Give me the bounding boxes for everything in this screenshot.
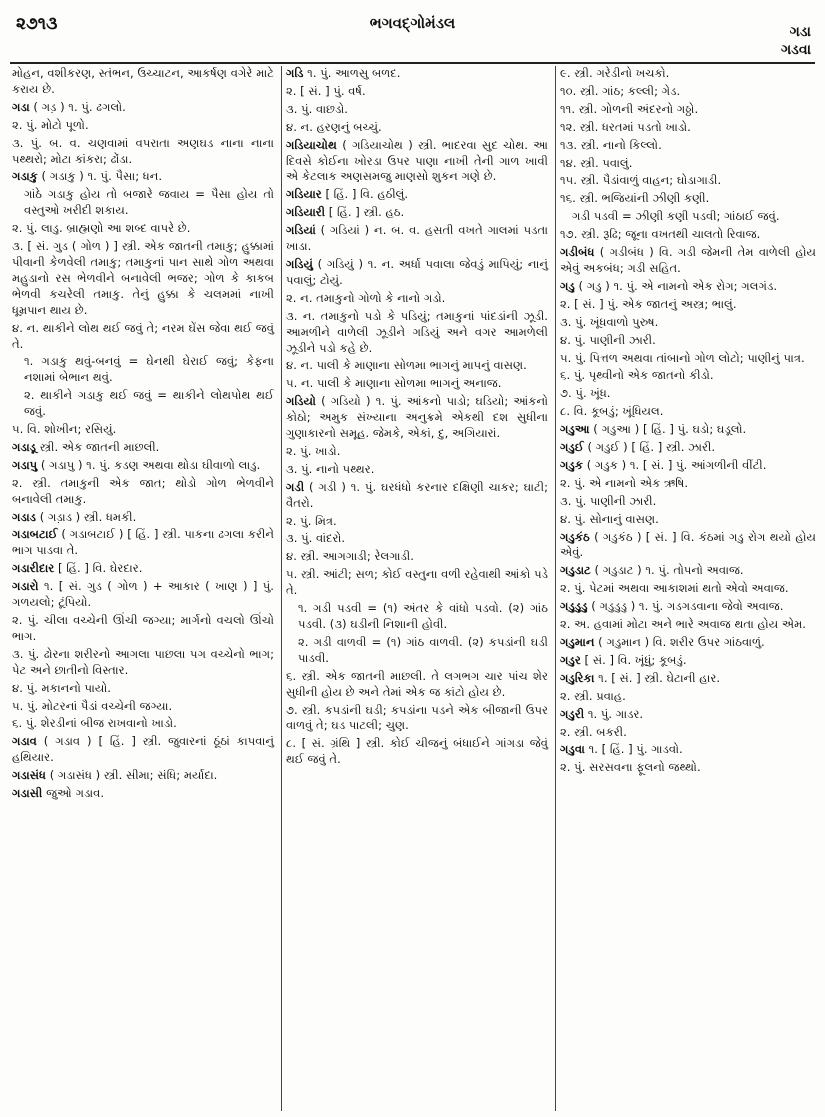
- sense-line: [12, 476, 274, 508]
- definition-text: ૭. સ્ત્રી. કપડાંની ઘડી; કપડાંના પડને એક બીજાની ઉપર વાળવું તે; ઘડ પાટલી; ચુણ.: [286, 702, 548, 733]
- headword: ગડીબંધ: [560, 245, 595, 260]
- headword: ગડુરિકા: [560, 670, 595, 685]
- dictionary-entry: [12, 440, 274, 456]
- definition-text: ( ગડુક ) ૧. [ સં. ] પું. આંગળીની વીંટી.: [583, 457, 767, 472]
- sense-line: [12, 118, 274, 134]
- definition-text: [ હિં. ] સ્ત્રી. હઠ.: [325, 205, 405, 220]
- definition-text: ( ગડુ ) ૧. પું. એ નામનો એક રોગ; ગલગંડ.: [574, 278, 777, 293]
- dictionary-entry: [560, 279, 816, 295]
- definition-text: ૮. [ સં. ગ્રંથિ ] સ્ત્રી. કોઈ ચીજનું બંધાઈને ગાંગડા જેવું થઈ જવું તે.: [286, 736, 548, 767]
- definition-text: ૧૬. સ્ત્રી. ભજિયાંની ઝીણી કણી.: [560, 191, 710, 206]
- definition-text: ૧૪. સ્ત્રી. પવાલું.: [560, 155, 633, 170]
- dictionary-entry: [560, 742, 816, 758]
- sense-line: [560, 689, 816, 705]
- definition-text: ૪. પું. પાણીની ઝારી.: [560, 332, 656, 347]
- dictionary-entry: [286, 394, 548, 442]
- definition-text: ( ગડિયાચોથ ) સ્ત્રી. ભાદરવા સુદ ચોથ. આ દિવસે કોઈના ખોરડા ઉપર પાણા નાખી તેની ગાળ ખાવી એ કેટલાક અણસમજુ માણસો શુકન ગણે છે.: [286, 137, 548, 184]
- definition-text: ૭. પું. ખૂંધ.: [560, 386, 611, 401]
- sense-line: [286, 291, 548, 307]
- usage-example: [572, 209, 816, 225]
- sense-line: [560, 386, 816, 402]
- headword: ગડુર: [560, 652, 581, 667]
- dictionary-entry: [12, 527, 274, 559]
- sense-line: [560, 120, 816, 136]
- headword: ગડાસંધ: [12, 768, 47, 783]
- sense-line: [560, 368, 816, 384]
- definition-text: ( ગડ઼ ) ૧. પું. ઢગલો.: [29, 99, 126, 114]
- definition-text: ૫. સ્ત્રી. આંટી; સળ; કોઈ વસ્તુના વળી રહેવાથી આંકો પડે તે.: [286, 567, 548, 598]
- headword: ગડિ: [286, 66, 304, 80]
- sense-line: [560, 617, 816, 633]
- usage-example: [24, 354, 274, 386]
- sense-line: [560, 333, 816, 349]
- sense-line: [560, 66, 816, 82]
- definition-text: ( ગડાસંધ ) સ્ત્રી. સીમા; સંધિ; મર્યાદા.: [46, 768, 218, 783]
- sense-line: [12, 681, 274, 697]
- definition-text: ૧. [ સં. ગુડ ( ગોળ ) + આકાર ( ખાણ ) ] પું. ગળયલો; ટૂંપિયો.: [12, 579, 274, 610]
- dictionary-entry: [560, 707, 816, 723]
- definition-text: ૫. પું. મોટરનાં પૈડાં વચ્ચેની જગ્યા.: [12, 698, 173, 713]
- definition-text: ( ગડાપુ ) ૧. પું. કડણ અથવા થોડા ઘીવાળો લાડુ.: [37, 457, 261, 472]
- definition-text: ૩. પું. પાણીની ઝારી.: [560, 493, 657, 508]
- definition-text: ( ગડિયો ) ૧. પું. આંકનો પાડો; ઘડિયો; આંકનો કોઠો; અમુક સંખ્યાના અનુક્રમે એકથી દશ સુધીના ગુણાકારનો સમૂહ. જેમકે, એકાં, દુ, અગિયારાં.: [286, 394, 548, 441]
- definition-text: ( ગડુડાટ ) ૧. પું. તોપનો અવાજ.: [590, 563, 744, 578]
- sense-line: [286, 531, 548, 547]
- guide-word-last: ગડવા: [780, 42, 811, 58]
- sense-line: [560, 725, 816, 741]
- definition-text: [ હિં. ] વિ. હઠીલું.: [321, 187, 409, 202]
- dictionary-entry: [560, 599, 816, 615]
- definition-text: ( ગડીબંધ ) વિ. ગડી જેમની તેમ વાળેલી હોય એવું અકબંધ; ગડી સહિત.: [560, 245, 816, 275]
- definition-text: ૧. ગડી પડવી = (૧) અંતર કે વાંધો પડવો. (૨) ગાંઠ પડવી. (૩) ઘડીની નિશાની હોવી.: [298, 601, 548, 631]
- definition-text: [ હિં. ] વિ. ઘેરદાર.: [54, 561, 143, 576]
- definition-text: સ્ત્રી. એક જાતની માછલી.: [36, 439, 160, 454]
- dictionary-entry: [560, 563, 816, 579]
- sense-line: [286, 444, 548, 460]
- dictionary-entry: [12, 66, 274, 98]
- definition-text: ૨. સ્ત્રી. તમાકુની એક જાત; થોડો ગોળ ભેળવીને બનાવેલી તમાકુ.: [12, 475, 274, 506]
- sense-line: [286, 84, 548, 100]
- headword: ગડિયાચોથ: [286, 137, 337, 152]
- dictionary-entry: [560, 422, 816, 438]
- sense-line: [560, 315, 816, 331]
- headword: ગડિયાર: [286, 187, 322, 202]
- dictionary-entry: [560, 530, 816, 562]
- sense-line: [560, 297, 816, 313]
- definition-text: ૨. સ્ત્રી. બકરી.: [560, 724, 627, 739]
- sense-line: [286, 462, 548, 478]
- definition-text: ૪. પું. મકાનનો પાયો.: [12, 680, 111, 695]
- definition-text: ૮. વિ. કૂબડું; ખૂંધિયલ.: [560, 404, 664, 419]
- definition-text: ૧. [ હિં. ] પું. ગાડવો.: [584, 742, 683, 757]
- dictionary-entry: [12, 579, 274, 611]
- sense-line: [286, 549, 548, 565]
- headword: ગડુઆ: [560, 422, 590, 437]
- definition-text: ૨. ન. તમાકુનો ગોળો કે નાનો ગડો.: [286, 290, 446, 305]
- sense-line: [560, 173, 816, 189]
- definition-text: ૨. [ સં. ] પું. વર્ષ.: [286, 83, 366, 98]
- sense-line: [560, 404, 816, 420]
- headword: ગડુવા: [560, 742, 585, 757]
- definition-text: ૫. ન. પાલી કે માણાના સોળમા ભાગનું અનાજ.: [286, 376, 502, 391]
- usage-example: [298, 601, 548, 633]
- dictionary-entry: [12, 169, 274, 185]
- definition-text: ( ગડુઆ ) [ હિં. ] પું. ઘડો; ઘડૂલો.: [589, 422, 747, 437]
- definition-text: ૨. પું. મિત્ર.: [286, 513, 337, 528]
- definition-text: ૨. [ સં. ] પું. એક જાતનું અસ્ત્ર; ભાલું.: [560, 296, 737, 311]
- column-1: [12, 66, 278, 1111]
- headword: ગડુડાટ: [560, 563, 591, 578]
- column-divider: [555, 66, 556, 1111]
- dictionary-entry: [12, 786, 274, 802]
- dictionary-entry: [12, 561, 274, 577]
- dictionary-entry: [560, 653, 816, 669]
- definition-text: ૧. પું. ગાડર.: [584, 706, 644, 721]
- running-title: ભગવદ્ગોમંડલ: [369, 14, 456, 32]
- definition-text: ૨. અ. હવામાં મોટા અને ભારે અવાજ થતા હોય એમ.: [560, 617, 806, 632]
- definition-text: ૨. પું. પેટમાં અથવા આકાશમાં થતો એવો અવાજ.: [560, 581, 789, 596]
- definition-text: ( ગડુકંઠ ) [ સં. ] વિ. કંઠમાં ગડુ રોગ થયો હોય એવું.: [560, 529, 816, 560]
- dictionary-entry: [286, 66, 548, 82]
- usage-example: [24, 388, 274, 420]
- sense-line: [12, 716, 274, 732]
- definition-text: ૧. પું. આળસુ બળદ.: [303, 66, 401, 80]
- page-header: [10, 4, 815, 62]
- definition-text: ૪. ન. હરણનું બચ્ચું.: [286, 119, 382, 134]
- definition-text: ( ગડી ) ૧. પું. ઘરધંધો કરનાર દક્ષિણી ચાકર; ઘાટી; વૈતરો.: [286, 479, 548, 510]
- definition-text: ૨. પું. મોટો પૂળો.: [12, 117, 89, 132]
- header-rule: [10, 62, 815, 64]
- definition-text: ( ગડાકુ ) ૧. પું. પૈસા; ધન.: [37, 169, 163, 184]
- sense-line: [286, 567, 548, 599]
- sense-line: [12, 422, 274, 438]
- guide-word-first: ગડા: [789, 24, 811, 40]
- dictionary-entry: [560, 458, 816, 474]
- sense-line: [12, 321, 274, 353]
- headword: ગડા: [12, 99, 30, 114]
- sense-line: [286, 736, 548, 768]
- definition-text: ૨. થાકીને ગડાકુ થઈ જવું = થાકીને લોથપોથ થઈ જવું.: [24, 388, 274, 419]
- dictionary-entry: [12, 458, 274, 474]
- sense-line: [286, 358, 548, 374]
- headword: ગડાડ: [12, 509, 37, 524]
- definition-text: ૪. ન. થાકીને લોથ થઈ જવું તે; નરમ ઘેંસ જેવા થઈ જવું તે.: [12, 320, 274, 351]
- definition-text: ૬. પું. પૃથ્વીનો એક જાતનો કીડો.: [560, 368, 714, 383]
- sense-line: [560, 512, 816, 528]
- dictionary-entry: [12, 510, 274, 526]
- definition-text: ૪. સ્ત્રી. આગગાડી; રેલગાડી.: [286, 549, 414, 564]
- headword: ગડારો: [12, 579, 39, 594]
- dictionary-entry: [286, 257, 548, 289]
- definition-text: ૧. ગડાકુ થવું-બનવું = ઘેનથી ઘેરાઈ જવું; કેફના નશામાં બેભાન થવું.: [24, 354, 274, 385]
- definition-text: ૩. પું. વાંદરો.: [286, 531, 346, 546]
- sense-line: [286, 514, 548, 530]
- definition-text: ૪. પું. સોનાનું વાસણ.: [560, 511, 659, 526]
- sense-line: [560, 760, 816, 776]
- definition-text: ૨. પું. ખાડો.: [286, 443, 341, 458]
- definition-text: ૯. સ્ત્રી. ગરેડીનો ખચકો.: [560, 66, 670, 80]
- headword: ગડિયું: [286, 256, 313, 271]
- definition-text: ( ગડુડુડુ ) ૧. પું. ગડગડવાના જેવો અવાજ.: [587, 599, 784, 614]
- headword: ગડાબટાઈ: [12, 527, 58, 542]
- dictionary-entry: [12, 768, 274, 784]
- page-number: ૨૭૧૩: [16, 14, 58, 34]
- headword: ગડુમાન: [560, 635, 595, 649]
- headword: ગડિયાં: [286, 223, 316, 238]
- definition-text: ૩. [ સં. ગુડ ( ગોળ ) ] સ્ત્રી. એક જાતની તમાકુ; હુક્કામાં પીવાની કેળવેલી તમાકુ; તમાકુનાં પાન સાથે ગોળ અથવા મહુડાનો રસ ભેળવીને બનાવેલી ભજર; ગોળ કે કાકબ ભેળવી કચરેલી તમાકુ. તેનું હુક્કા કે ચલમમાં નાખી ધૂમ્રપાન થાય છે.: [12, 239, 274, 317]
- definition-text: ૧૭. સ્ત્રી. રૂઢિ; જૂના વખતથી ચાલતો રિવાજ.: [560, 227, 761, 242]
- headword: ગડુક: [560, 457, 584, 472]
- definition-text: ( ગડાવ ) [ હિં. ] સ્ત્રી. જુવારનાં ઠૂંઠાં કાપવાનું હથિયાર.: [12, 734, 274, 765]
- headword: ગડુઈ: [560, 440, 584, 455]
- definition-text: ૨. ગડી વાળવી = (૧) ગાંઠ વાળવી. (૨) કપડાંની ઘડી પાડવી.: [298, 634, 548, 665]
- definition-text: [ સં. ] વિ. ખૂંધું; કૂબડું.: [580, 652, 687, 667]
- sense-line: [560, 351, 816, 367]
- sense-line: [560, 102, 816, 118]
- definition-text: ( ગડ઼ાડ ) સ્ત્રી. ધમકી.: [36, 509, 137, 524]
- sense-line: [560, 84, 816, 100]
- usage-example: [24, 187, 274, 219]
- sense-line: [12, 136, 274, 168]
- headword: ગડુકંઠ: [560, 529, 590, 544]
- sense-line: [12, 221, 274, 237]
- headword: ગડાવ: [12, 734, 37, 749]
- definition-text: ૫. વિ. શોખીન; રસિયું.: [12, 422, 117, 437]
- sense-line: [560, 191, 816, 207]
- usage-example: [298, 635, 548, 667]
- headword: ગડાકુ: [12, 169, 38, 184]
- definition-text: ૩. પું. નાનો પથ્થર.: [286, 461, 375, 476]
- dictionary-entry: [286, 205, 548, 221]
- headword: ગડુડુડુ: [560, 599, 588, 614]
- definition-text: ૧૦. સ્ત્રી. ગાંઠ; કલ્લી; ગેડ.: [560, 83, 681, 98]
- definition-text: ૨. પું. એ નામનો એક ઋષિ.: [560, 475, 689, 490]
- definition-text: મોહન, વશીકરણ, સ્તંભન, ઉચ્ચાટન, આકર્ષણ વગેરે માટે કરાય છે.: [12, 66, 274, 96]
- headword: ગડાપુ: [12, 457, 38, 472]
- definition-text: ૨. પું. ચીલા વચ્ચેની ઊંચી જગ્યા; માર્ગનો વચલો ઊંચો ભાગ.: [12, 613, 274, 643]
- sense-line: [560, 227, 816, 243]
- headword: ગડારીદાર: [12, 561, 55, 576]
- sense-line: [286, 703, 548, 735]
- definition-text: ( ગડુમાન ) વિ. શરીર ઉપર ગાંઠવાળું.: [594, 635, 765, 649]
- headword: ગડિયો: [286, 394, 316, 409]
- definition-text: ૧૨. સ્ત્રી. ધરતમાં પડતો ખાડો.: [560, 119, 691, 134]
- definition-text: ૬. પું. શેરડીનાં બીજ રાખવાનો ખાડો.: [12, 716, 177, 731]
- column-divider: [281, 66, 282, 1111]
- column-2: [286, 66, 552, 1111]
- definition-text: ૨. પું. લાડુ. બ્રાહ્મણો આ શબ્દ વાપરે છે.: [12, 221, 191, 236]
- sense-line: [560, 476, 816, 492]
- headword: ગડાસી: [12, 786, 43, 801]
- definition-text: ગડી પડવી = ઝીણી કણી પડવી; ગાંઠાઈ જવું.: [572, 209, 780, 224]
- headword: ગડાડૂ: [12, 439, 37, 454]
- headword: ગડિયારી: [286, 205, 326, 220]
- dictionary-entry: [560, 440, 816, 456]
- definition-text: ૨. પું. સરસવના ફૂલનો જથ્થો.: [560, 760, 701, 775]
- dictionary-entry: [286, 187, 548, 203]
- sense-line: [560, 156, 816, 172]
- dictionary-entry: [560, 671, 816, 687]
- sense-line: [12, 239, 274, 319]
- definition-text: ૧૩. સ્ત્રી. નાનો કિલ્લો.: [560, 137, 662, 152]
- definition-text: જુઓ ગડાવ.: [42, 786, 105, 801]
- definition-text: ( ગડુઈ ) [ હિં. ] સ્ત્રી. ઝારી.: [583, 440, 716, 455]
- definition-text: ગાંઠે ગડાકુ હોય તો બજારે જવાય = પૈસા હોય તો વસ્તુઓ ખરીદી શકાય.: [24, 187, 274, 218]
- headword: ગડી: [286, 479, 305, 494]
- headword: ગડુ: [560, 278, 575, 293]
- dictionary-entry: [286, 138, 548, 186]
- sense-line: [560, 138, 816, 154]
- definition-text: ૫. પું. પિત્તળ અથવા તાંબાનો ગોળ લોટો; પાણીનું પાત્ર.: [560, 350, 805, 365]
- column-3: [560, 66, 816, 1111]
- sense-line: [12, 699, 274, 715]
- definition-text: ૩. ન. તમાકુનો પડો કે પડિયું; તમાકુનાં પાંદડાંની ઝૂડી. આમળીને વાળેલી ઝૂડીને ગડિયું અને વગર આમળેલી ઝૂડીને પડો કહે છે.: [286, 308, 548, 355]
- definition-text: ( ગડિયાં ) ન. બ. વ. હસતી વખતે ગાલમાં પડતા ખાડા.: [286, 223, 548, 254]
- sense-line: [286, 309, 548, 357]
- definition-text: ૩. પું. બ. વ. ચણવામાં વપરાતા અણઘડ નાના નાના પથ્થરો; મોટા કાંકરા; ઢોંડા.: [12, 135, 274, 166]
- definition-text: ૪. ન. પાલી કે માણાના સોળમા ભાગનું માપનું વાસણ.: [286, 358, 527, 373]
- definition-text: ૧૫. સ્ત્રી. પૈડાંવાળું વાહન; ઘોડાગાડી.: [560, 173, 722, 188]
- sense-line: [286, 376, 548, 392]
- dictionary-entry: [12, 734, 274, 766]
- sense-line: [286, 102, 548, 118]
- dictionary-entry: [286, 223, 548, 255]
- definition-text: ૧. [ સં. ] સ્ત્રી. ઘેટાની હાર.: [594, 670, 721, 685]
- headword: ગડુરી: [560, 706, 585, 721]
- sense-line: [286, 120, 548, 136]
- definition-text: ૧૧. સ્ત્રી. ગોળની અંદરનો ગઠ્ઠો.: [560, 101, 699, 116]
- sense-line: [560, 581, 816, 597]
- definition-text: ૩. પું. ખૂંધવાળો પુરુષ.: [560, 314, 659, 329]
- dictionary-entry: [12, 100, 274, 116]
- definition-text: ( ગડિયું ) ૧. ન. અર્ધા પવાલા જેવડું માપિયું; નાનું પવાલું; ટોયું.: [286, 256, 548, 287]
- definition-text: ૩. પું. ઢોરના શરીરનો આગલા પાછલા પગ વચ્ચેનો ભાગ; પેટ અને છાતીનો વિસ્તાર.: [12, 646, 274, 677]
- definition-text: ( ગડાબટાઈ ) [ હિં. ] સ્ત્રી. પાકના ઢગલા કરીને ભાગ પાડવા તે.: [12, 527, 274, 558]
- dictionary-entry: [560, 635, 816, 651]
- sense-line: [12, 647, 274, 679]
- dictionary-entry: [286, 480, 548, 512]
- definition-text: ૬. સ્ત્રી. એક જાતની માછલી. તે લગભગ ચાર પાંચ શેર સુધીની હોય છે અને તેમાં એક જ કાંટો હોય છે.: [286, 668, 548, 699]
- sense-line: [12, 613, 274, 645]
- definition-text: ૨. સ્ત્રી. પ્રવાહ.: [560, 688, 626, 703]
- sense-line: [286, 669, 548, 701]
- dictionary-entry: [560, 245, 816, 277]
- definition-text: ૩. પું. વાછડો.: [286, 101, 348, 116]
- sense-line: [560, 494, 816, 510]
